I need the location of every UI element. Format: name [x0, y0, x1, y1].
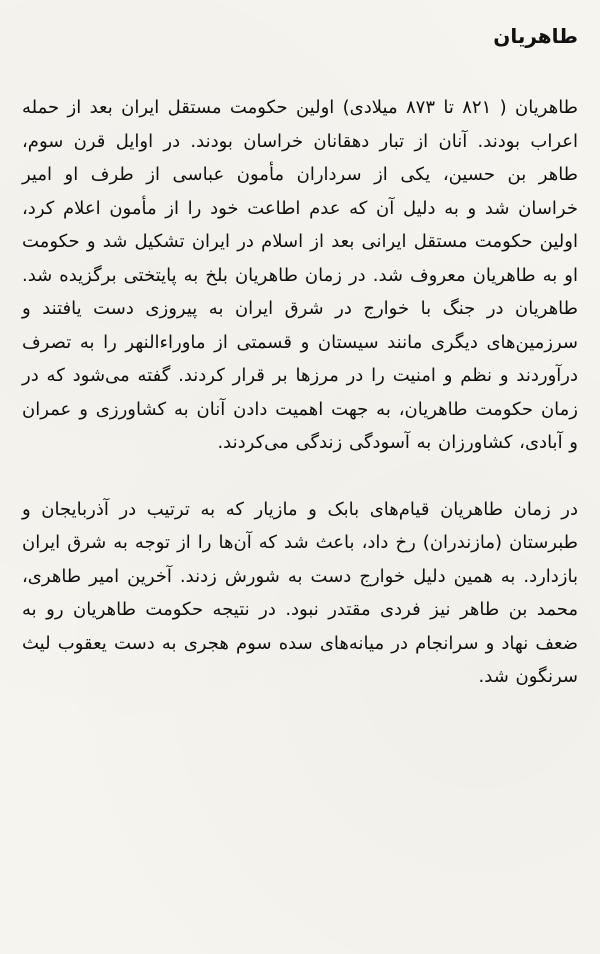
article-paragraph-1: طاهریان ( ۸۲۱ تا ۸۷۳ میلادی) اولین حکومت مستقل ایران بعد از حمله اعراب بودند. آنان از تبار دهقانان خراسان بودند. در اوایل قرن سوم، طاهر بن حسین، یکی از سرداران مأمون عباسی از طرف او امیر خراسان شد و به دلیل آن که عدم اطاعت خود را از مأمون اعلام کرد، اولین حکومت مستقل ایرانی بعد از اسلام در ایران تشکیل شد و حکومت او به طاهریان معروف شد. در زمان طاهریان بلخ به پایتختی برگزیده شد. طاهریان در جنگ با خوارج در شرق ایران به پیروزی دست یافتند و سرزمین‌های دیگری مانند سیستان و قسمتی از ماوراءالنهر را به تصرف درآوردند و نظم و امنیت را در مرزها بر قرار کردند. گفته می‌شود که در زمان حکومت طاهریان، به جهت اهمیت دادن آنان به کشاورزی و عمران و آبادی، کشاورزان به آسودگی زندگی می‌کردند.	[22, 97, 579, 453]
article-title: طاهریان	[493, 24, 578, 48]
article-paragraph-2: در زمان طاهریان قیام‌های بابک و مازیار که به ترتیب در آذربایجان و طبرستان (مازندران) رخ داد، باعث شد که آن‌ها را از توجه به شرق ایران بازدارد. به همین دلیل خوارج دست به شورش زدند. آخرین امیر طاهری، محمد بن طاهر نیز فردی مقتدر نبود. در نتیجه حکومت طاهریان رو به ضعف نهاد و سرانجام در میانه‌های سده سوم هجری به دست یعقوب لیث سرنگون شد.	[22, 498, 578, 687]
